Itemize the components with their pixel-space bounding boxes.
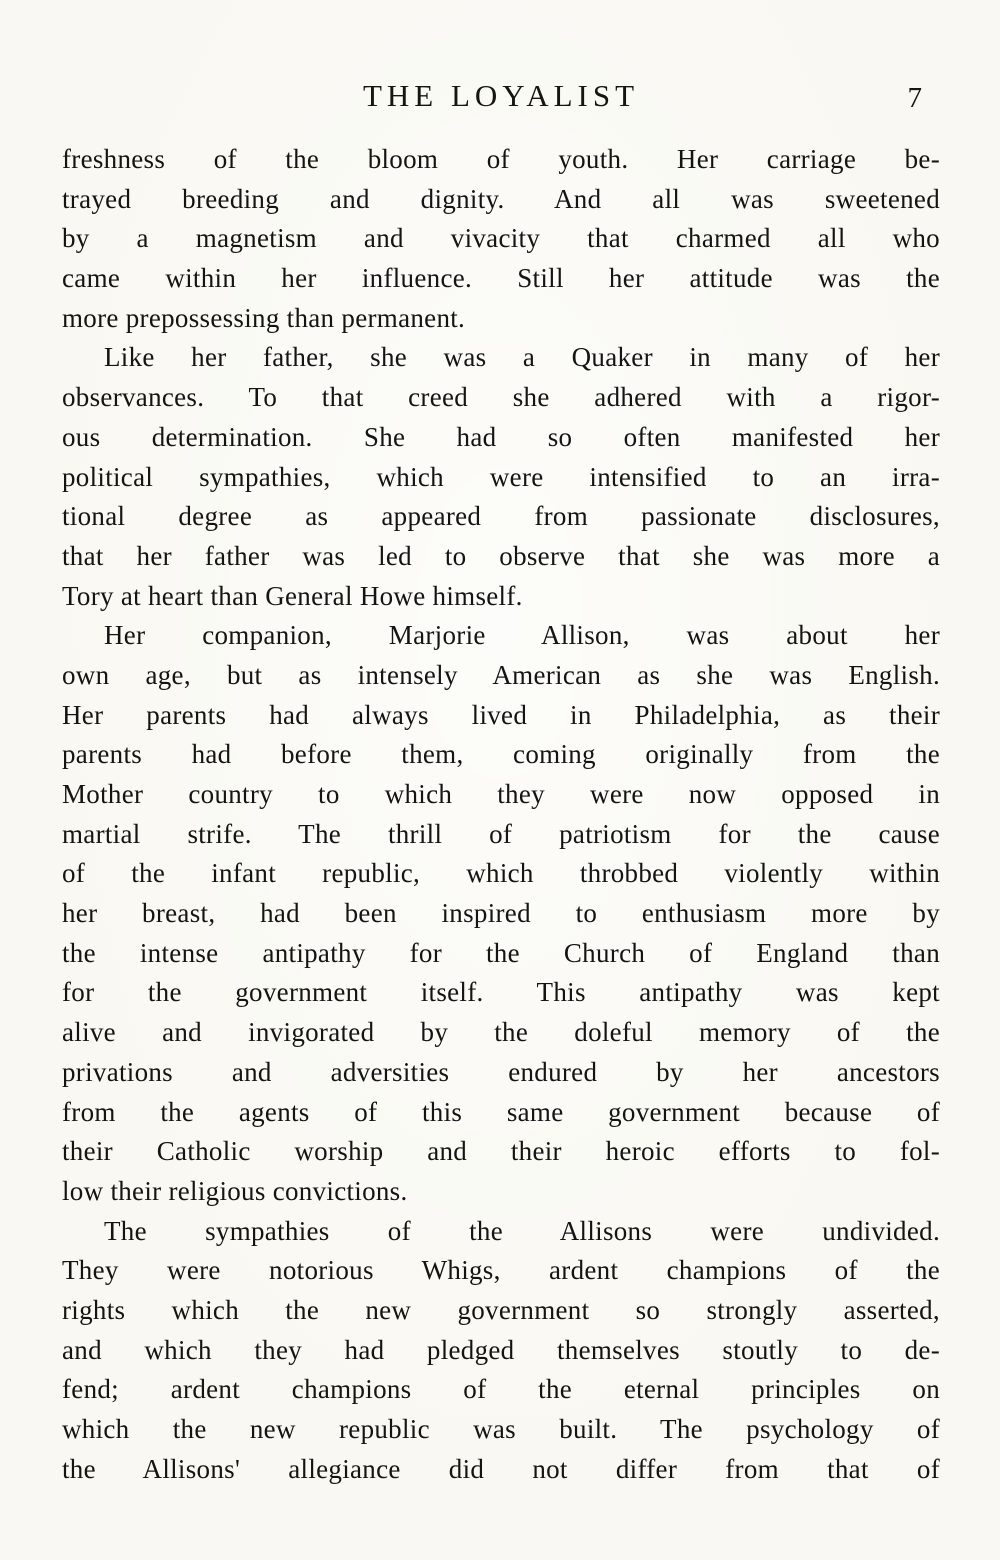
text-line: Tory at heart than General Howe himself.: [62, 580, 523, 611]
text-line: rights which the new government so strongly asserted,: [62, 1294, 940, 1325]
text-line: their Catholic worship and their heroic efforts to fol-: [62, 1136, 940, 1167]
text-line: observances. To that creed she adhered with a rigor-: [62, 382, 940, 413]
text-line: They were notorious Whigs, ardent champions of the: [62, 1255, 940, 1286]
running-head-title: THE LOYALIST: [362, 78, 640, 113]
text-line: Mother country to which they were now opposed in: [62, 779, 940, 809]
page-header: [62, 78, 940, 124]
text-line: The sympathies of the Allisons were undivided.: [104, 1215, 940, 1246]
text-line: parents had before them, coming originally from the: [62, 739, 940, 770]
text-line: more prepossessing than permanent.: [62, 302, 466, 333]
text-line: fend; ardent champions of the eternal principles on: [62, 1374, 940, 1405]
page-body: [62, 140, 940, 1489]
text-line: came within her influence. Still her attitude was the: [62, 263, 940, 294]
text-line: that her father was led to observe that she was more a: [62, 540, 940, 571]
text-line: the intense antipathy for the Church of England than: [62, 937, 940, 968]
text-line: her breast, had been inspired to enthusiasm more by: [62, 898, 940, 929]
text-line: alive and invigorated by the doleful memory of the: [62, 1017, 940, 1048]
text-line: low their religious convictions.: [62, 1175, 408, 1206]
text-line: of the infant republic, which throbbed violently within: [62, 858, 940, 889]
text-line: which the new republic was built. The psychology of: [62, 1414, 940, 1444]
text-line: from the agents of this same government because of: [62, 1096, 940, 1127]
text-line: the Allisons' allegiance did not differ from that of: [62, 1453, 940, 1484]
page-number: 7: [907, 82, 922, 114]
text-line: political sympathies, which were intensified to an irra-: [62, 461, 940, 492]
text-line: martial strife. The thrill of patriotism for the cause: [62, 818, 940, 849]
text-line: freshness of the bloom of youth. Her carriage be-: [62, 144, 940, 174]
text-line: privations and adversities endured by her ancestors: [62, 1056, 940, 1087]
text-line: Her companion, Marjorie Allison, was about her: [104, 620, 940, 651]
text-line: Her parents had always lived in Philadelphia, as their: [62, 699, 940, 730]
text-line: tional degree as appeared from passionate disclosures,: [62, 501, 940, 532]
text-line: trayed breeding and dignity. And all was sweetened: [62, 183, 940, 214]
text-line: for the government itself. This antipathy was kept: [62, 977, 940, 1008]
text-line: Like her father, she was a Quaker in many of her: [104, 342, 940, 373]
text-line: own age, but as intensely American as she was English.: [62, 659, 940, 690]
text-line: by a magnetism and vivacity that charmed all who: [62, 223, 940, 254]
text-line: ous determination. She had so often manifested her: [62, 421, 940, 452]
text-line: and which they had pledged themselves stoutly to de-: [62, 1334, 940, 1365]
